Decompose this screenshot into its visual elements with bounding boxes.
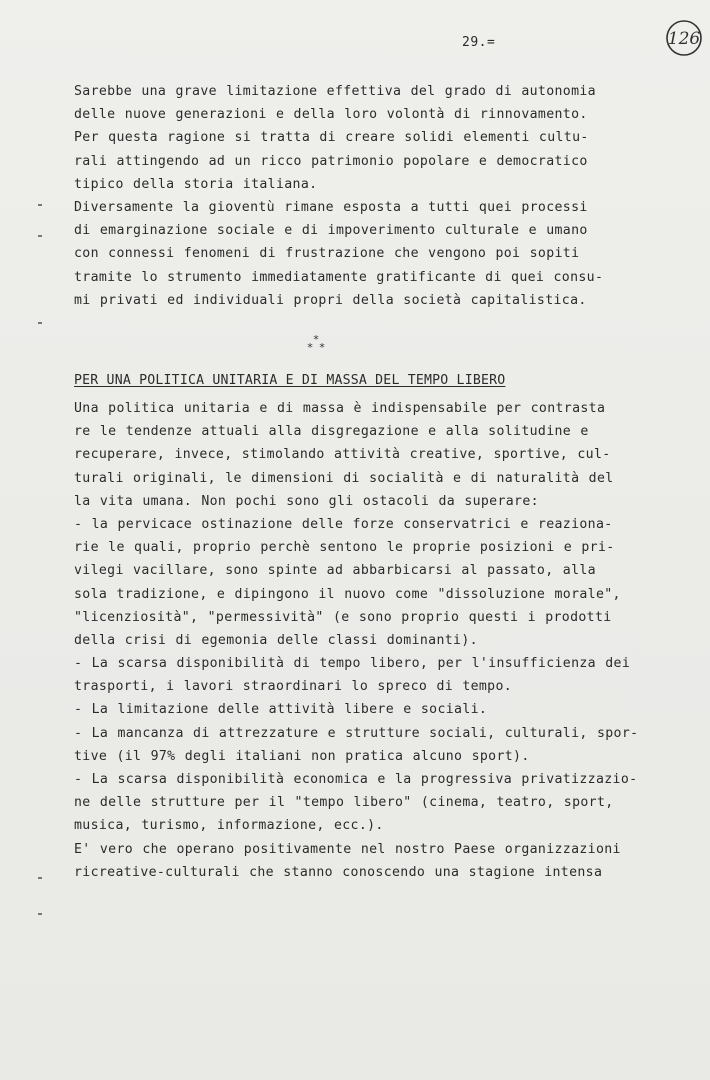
list-item: - la pervicace ostinazione delle forze conservatrici e reaziona- [74,516,613,532]
text-line: la vita umana. Non pochi sono gli ostacoli da superare: [74,493,539,509]
text-line: musica, turismo, informazione, ecc.). [74,818,384,834]
svg-text:*: * [318,341,326,354]
text-line: ricreative-culturali che stanno conoscendo una stagione intensa [74,864,603,880]
text-line: della crisi di egemonia delle classi dominanti). [74,632,478,648]
text-line: re le tendenze attuali alla disgregazione e alla solitudine e [74,424,589,440]
asterism-icon [301,331,331,361]
section-heading: PER UNA POLITICA UNITARIA E DI MASSA DEL TEMPO LIBERO [74,373,506,388]
text-line: "licenziosità", "permessività" (e sono proprio questi i prodotti [74,609,612,625]
margin-mark [38,877,42,879]
text-line: con connessi fenomeni di frustrazione che vengono poi sopiti [74,246,580,262]
list-item: - La scarsa disponibilità economica e la progressiva privatizzazio- [74,772,638,787]
text-line: sola tradizione, e dipingono il nuovo come "dissoluzione morale", [74,586,621,602]
margin-mark [38,913,42,915]
text-line: rali attingendo ad un ricco patrimonio popolare e democratico [74,153,588,169]
text-line: delle nuove generazioni e della loro volontà di rinnovamento. [74,107,588,123]
text-line: ne delle strutture per il "tempo libero" (cinema, teatro, sport, [74,795,614,811]
text-line: tive (il 97% degli italiani non pratica alcuno sport). [74,748,530,764]
text-line: di emarginazione sociale e di impoverimento culturale e umano [74,223,588,239]
stamp-number: 126 [667,29,701,49]
svg-text:*: * [312,333,320,346]
text-line: mi privati ed individuali propri della società capitalistica. [74,292,587,308]
text-line: rie le quali, proprio perchè sentono le proprie posizioni e pri- [74,540,615,556]
text-line: vilegi vacillare, sono spinte ad abbarbicarsi al passato, alla [74,563,596,579]
paragraph-tempo-libero [74,397,674,884]
text-line: turali originali, le dimensioni di socialità e di naturalità del [74,470,614,486]
list-item: - La mancanza di attrezzature e strutture sociali, culturali, spor- [74,725,639,741]
text-line: Una politica unitaria e di massa è indispensabile per contrasta [74,401,606,416]
text-line: Sarebbe una grave limitazione effettiva del grado di autonomia [74,84,596,99]
margin-mark [38,235,42,237]
page-number: 29.= [462,35,496,50]
text-line: tipico della storia italiana. [74,176,318,192]
text-line: Per questa ragione si tratta di creare solidi elementi cultu- [74,130,589,146]
list-item: - La limitazione delle attività libere e sociali. [74,702,488,718]
archive-stamp [664,18,704,58]
text-line: Diversamente la gioventù rimane esposta a tutti quei processi [74,199,588,215]
stamp-circle-icon [664,18,704,58]
svg-text:*: * [306,341,314,354]
margin-mark [38,204,42,206]
text-line: tramite lo strumento immediatamente gratificante di quei consu- [74,269,604,285]
text-line: trasporti, i lavori straordinari lo spreco di tempo. [74,679,513,695]
text-line: E' vero che operano positivamente nel nostro Paese organizzazioni [74,841,621,857]
margin-mark [38,322,42,324]
asterism-divider [301,331,331,361]
list-item: - La scarsa disponibilità di tempo libero, per l'insufficienza dei [74,656,631,672]
text-line: recuperare, invece, stimolando attività creative, sportive, cul- [74,447,611,463]
paragraph-autonomia [74,80,634,312]
